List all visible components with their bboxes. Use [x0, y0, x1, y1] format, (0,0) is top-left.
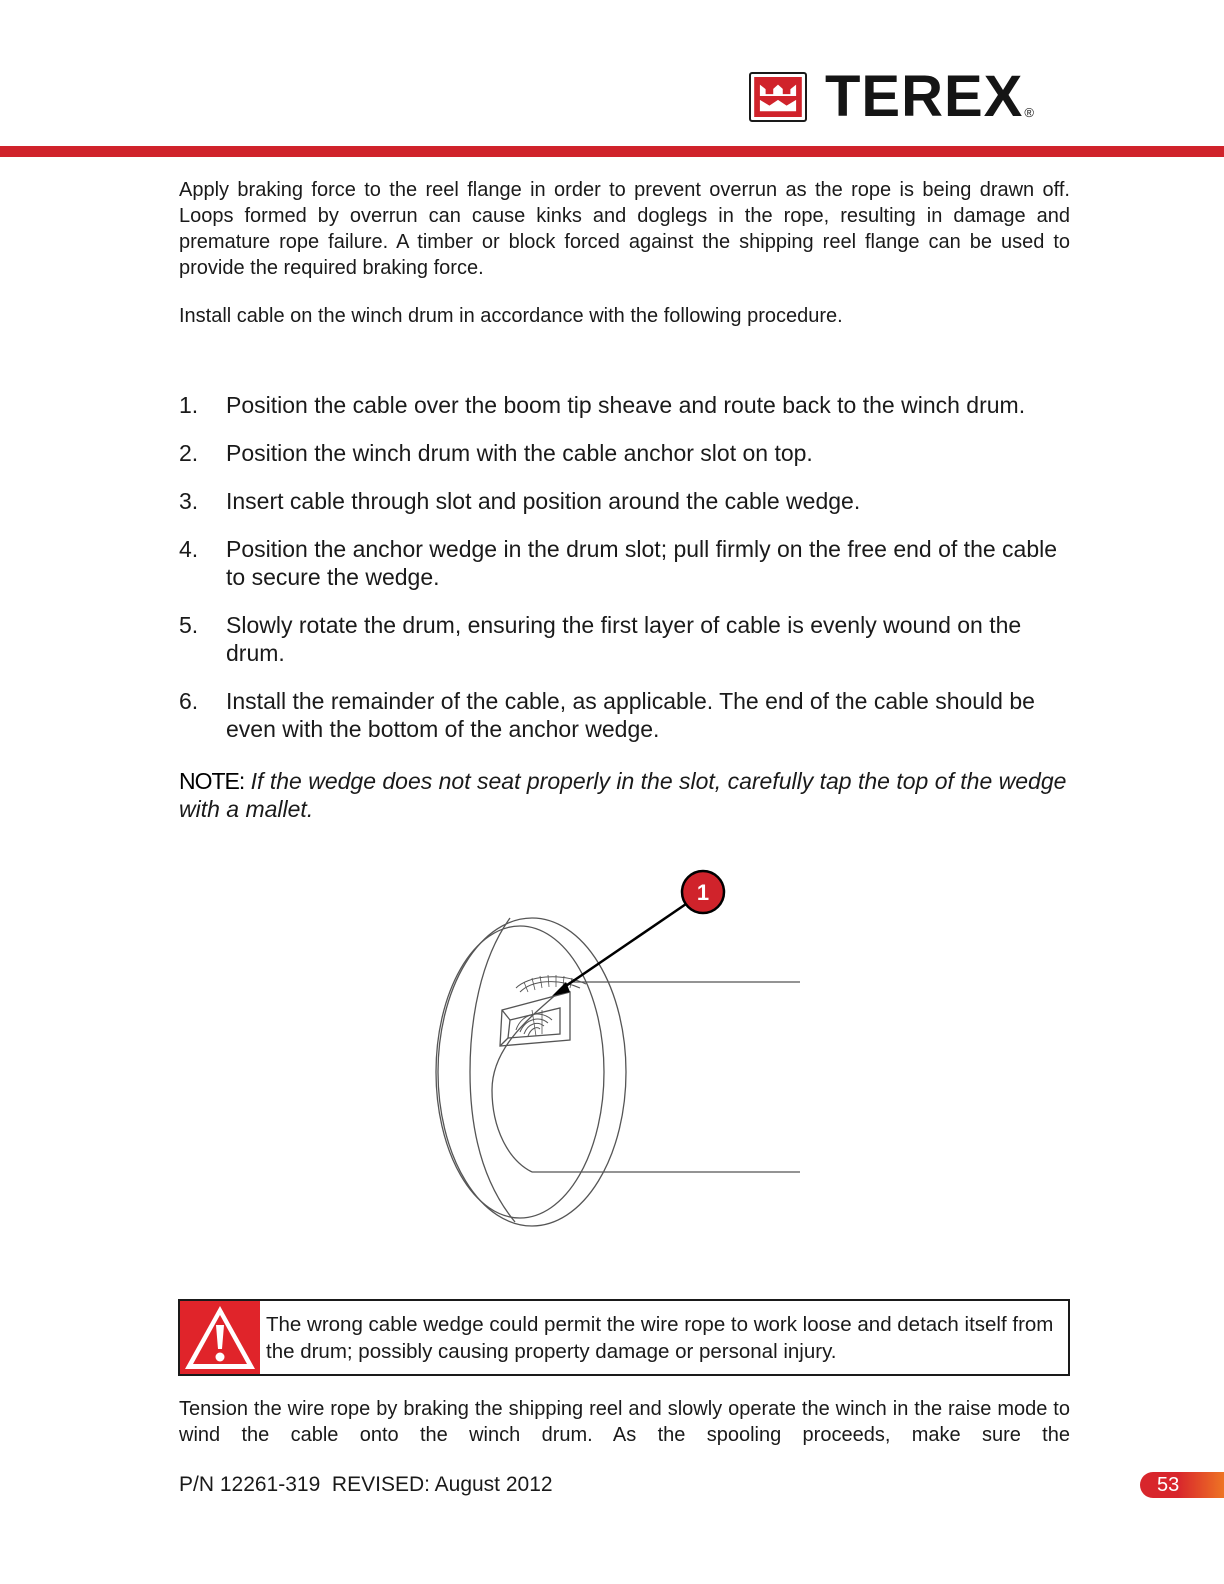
- procedure-step: [179, 487, 1074, 515]
- intro-paragraph: Apply braking force to the reel flange in order to prevent overrun as the rope is being drawn off. Loops formed by overrun can cause kinks and doglegs in the rope, resulting in damage and premature rope failure. A timber or block forced against the shipping reel flange can be used to provide the required braking force.: [179, 179, 1070, 279]
- callout-number: 1: [696, 880, 710, 905]
- install-intro-paragraph: Install cable on the winch drum in accordance with the following procedure.: [179, 305, 843, 327]
- warning-triangle-graphic: [180, 1301, 260, 1374]
- crown-logo-icon: [749, 72, 807, 122]
- registered-mark: ®: [1024, 105, 1034, 120]
- step-number: 6.: [179, 688, 199, 714]
- winch-drum-drawing: [420, 860, 820, 1240]
- winch-drum-illustration: [420, 860, 820, 1240]
- step-text: Position the winch drum with the cable anchor slot on top.: [226, 440, 813, 466]
- step-text: Position the anchor wedge in the drum slot; pull firmly on the free end of the cable to secure the wedge.: [226, 536, 1058, 590]
- header-divider: [0, 146, 1224, 157]
- warning-box: [178, 1299, 1070, 1376]
- procedure-step: [179, 391, 1074, 419]
- procedure-step: [179, 535, 1074, 591]
- warning-triangle-icon: [180, 1301, 260, 1374]
- step-number: 4.: [179, 536, 199, 562]
- step-text: Insert cable through slot and position around the cable wedge.: [226, 488, 861, 514]
- note-label: NOTE:: [179, 768, 245, 794]
- step-text: Position the cable over the boom tip sheave and route back to the winch drum.: [226, 392, 1026, 418]
- warning-text: The wrong cable wedge could permit the wire rope to work loose and detach itself from the drum; possibly causing property damage or personal injury.: [266, 1313, 1054, 1363]
- procedure-step: [179, 439, 1074, 467]
- step-number: 5.: [179, 612, 199, 638]
- step-number: 3.: [179, 488, 199, 514]
- procedure-steps-list: [179, 391, 1074, 763]
- page-number-badge: 53: [1140, 1472, 1224, 1498]
- note-text: If the wedge does not seat properly in the slot, carefully tap the top of the wedge with a mallet.: [179, 768, 1067, 822]
- terex-logo: [749, 64, 1034, 129]
- note: [179, 767, 1069, 823]
- footer-part-number: P/N 12261-319 REVISED: August 2012: [179, 1473, 553, 1496]
- step-number: 1.: [179, 392, 199, 418]
- logo-wordmark: TEREX: [825, 64, 1024, 129]
- tension-paragraph: Tension the wire rope by braking the shipping reel and slowly operate the winch in the raise mode to wind the cable onto the winch drum. As the spooling proceeds, make sure the: [179, 1398, 1070, 1446]
- procedure-step: [179, 687, 1074, 743]
- step-text: Slowly rotate the drum, ensuring the first layer of cable is evenly wound on the drum.: [226, 612, 1022, 666]
- procedure-step: [179, 611, 1074, 667]
- crown-logo-graphic: [754, 77, 802, 117]
- step-text: Install the remainder of the cable, as applicable. The end of the cable should be even with the bottom of the anchor wedge.: [226, 688, 1035, 742]
- step-number: 2.: [179, 440, 199, 466]
